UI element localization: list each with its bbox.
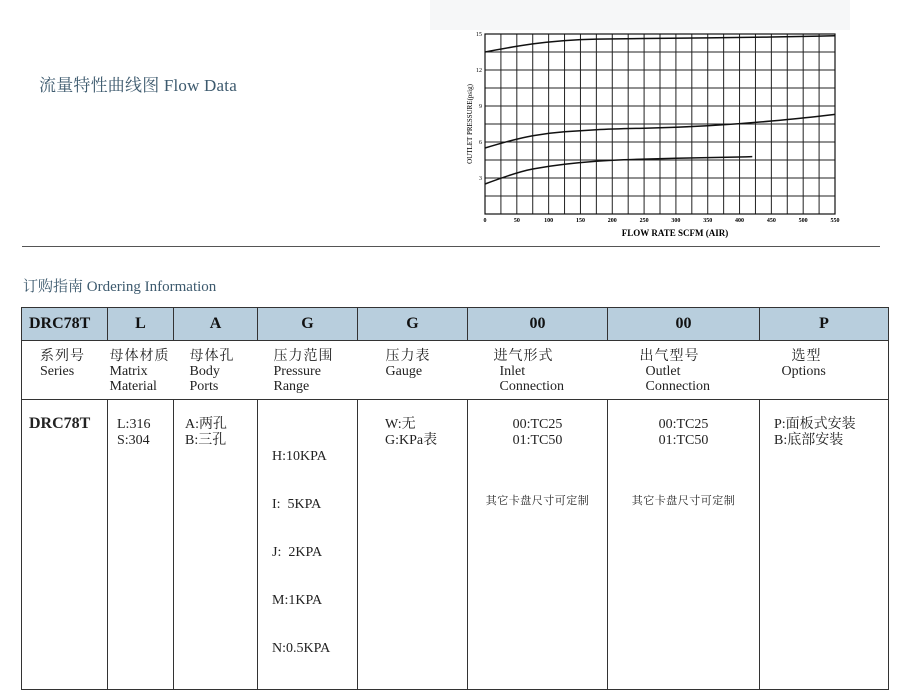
value-row <box>22 400 889 690</box>
x-tick-label: 0 <box>483 218 487 224</box>
label-en: Material <box>109 379 157 394</box>
value-material <box>108 400 174 690</box>
option-item: I: 5KPA <box>272 497 322 512</box>
inlet-note: 其它卡盘尺寸可定制 <box>485 495 590 507</box>
label-options <box>760 341 889 400</box>
option-item: W:无 <box>385 417 416 432</box>
label-cn: 压力表 <box>385 349 431 364</box>
value-gauge <box>358 400 468 690</box>
label-inlet <box>468 341 608 400</box>
label-en: Outlet <box>645 364 681 379</box>
code-row <box>22 308 889 341</box>
series-value: DRC78T <box>29 415 91 432</box>
x-tick-label: 100 <box>544 218 554 224</box>
x-tick-label: 500 <box>798 218 808 224</box>
label-en: Gauge <box>385 364 423 379</box>
label-en: Connection <box>645 379 711 394</box>
label-row <box>22 341 889 400</box>
code-material: L <box>108 308 174 341</box>
y-tick-label: 15 <box>476 32 482 38</box>
code-gauge: G <box>358 308 468 341</box>
value-inlet <box>468 400 608 690</box>
option-item: H:10KPA <box>272 449 327 464</box>
value-series <box>22 400 108 690</box>
option-item: 01:TC50 <box>658 433 709 448</box>
x-tick-label: 350 <box>703 218 713 224</box>
x-tick-label: 200 <box>607 218 617 224</box>
option-item: N:0.5KPA <box>272 641 331 656</box>
label-en: Range <box>273 379 310 394</box>
y-axis-label: OUTLET PRESSURE(psig) <box>466 84 474 164</box>
x-tick-label: 300 <box>671 218 681 224</box>
label-en: Ports <box>189 379 219 394</box>
label-outlet <box>608 341 760 400</box>
label-cn: 进气形式 <box>493 349 554 364</box>
value-pressure-range <box>258 400 358 690</box>
ordering-table <box>21 307 889 690</box>
outlet-note: 其它卡盘尺寸可定制 <box>631 495 736 507</box>
label-cn: 压力范围 <box>273 349 334 364</box>
value-outlet <box>608 400 760 690</box>
y-tick-label: 12 <box>476 68 482 74</box>
label-en: Connection <box>499 379 565 394</box>
option-item: B:三孔 <box>185 433 227 448</box>
label-cn: 母体孔 <box>189 349 235 364</box>
label-gauge <box>358 341 468 400</box>
label-material <box>108 341 174 400</box>
value-body-ports <box>174 400 258 690</box>
value-options <box>760 400 889 690</box>
x-tick-label: 50 <box>513 218 520 224</box>
ordering-title: 订购指南 Ordering Information <box>23 279 217 295</box>
option-item: B:底部安装 <box>774 433 844 448</box>
y-tick-label: 3 <box>479 176 482 182</box>
code-pressure-range: G <box>258 308 358 341</box>
option-item: J: 2KPA <box>272 545 323 560</box>
code-options: P <box>760 308 889 341</box>
x-axis-label: FLOW RATE SCFM (AIR) <box>621 228 729 238</box>
label-en: Matrix <box>109 364 148 379</box>
option-item: 01:TC50 <box>512 433 563 448</box>
option-item: L:316 <box>117 417 151 432</box>
label-en: Inlet <box>499 364 526 379</box>
option-item: S:304 <box>117 433 150 448</box>
option-item: 00:TC25 <box>512 417 563 432</box>
option-item: M:1KPA <box>272 593 323 608</box>
code-body-ports: A <box>174 308 258 341</box>
option-item: G:KPa表 <box>385 433 438 448</box>
option-item: P:面板式安装 <box>774 417 856 432</box>
y-tick-label: 9 <box>479 104 482 110</box>
label-en: Series <box>40 364 75 379</box>
x-tick-label: 450 <box>766 218 776 224</box>
x-tick-label: 150 <box>575 218 585 224</box>
x-tick-label: 550 <box>830 218 840 224</box>
flow-chart-svg <box>430 0 907 246</box>
label-en: Options <box>781 364 826 379</box>
flow-data-title: 流量特性曲线图 Flow Data <box>39 76 237 95</box>
y-tick-label: 6 <box>479 140 482 146</box>
label-cn: 选型 <box>791 349 822 364</box>
option-item: A:两孔 <box>185 417 227 432</box>
flow-chart <box>430 0 907 246</box>
section-divider <box>22 246 880 247</box>
chart-background <box>430 0 850 30</box>
x-tick-label: 400 <box>735 218 745 224</box>
code-series: DRC78T <box>22 308 108 341</box>
label-body-ports <box>174 341 258 400</box>
label-series <box>22 341 108 400</box>
label-cn: 出气型号 <box>639 349 700 364</box>
option-item: 00:TC25 <box>658 417 709 432</box>
label-cn: 系列号 <box>40 349 85 364</box>
code-outlet: 00 <box>608 308 760 341</box>
label-en: Body <box>189 364 220 379</box>
x-tick-label: 250 <box>639 218 649 224</box>
label-cn: 母体材质 <box>109 349 170 364</box>
label-pressure-range <box>258 341 358 400</box>
code-inlet: 00 <box>468 308 608 341</box>
label-en: Pressure <box>273 364 321 379</box>
